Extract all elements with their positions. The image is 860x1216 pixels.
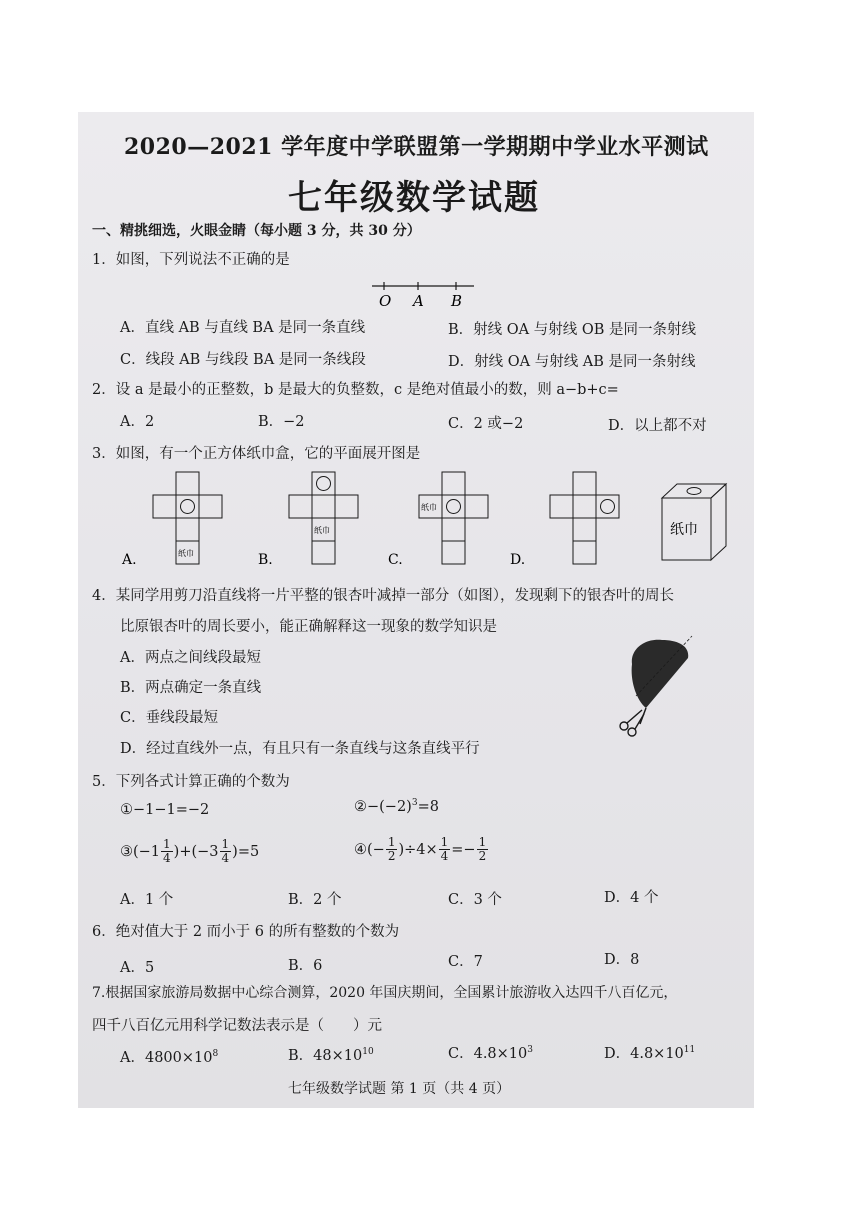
- tissue-box-illustration: [662, 484, 726, 560]
- option-letter-a: A.: [122, 552, 137, 568]
- ginkgo-leaf-illustration: [618, 628, 702, 738]
- q2-stem: 2．设 a 是最小的正整数，b 是最大的负整数，c 是绝对值最小的数，则 a−b+c=: [92, 382, 619, 398]
- q1-ray-figure: [370, 276, 480, 310]
- q5-stem: 5．下列各式计算正确的个数为: [92, 774, 290, 790]
- q1-option-d: D．射线 OA 与射线 AB 是同一条射线: [448, 354, 696, 370]
- q4-option-a: A．两点之间线段最短: [120, 650, 261, 666]
- q2-option-a: A．2: [120, 414, 155, 430]
- q5-option-d: D．4 个: [604, 890, 659, 906]
- exam-header: 2020—2021 学年度中学联盟第一学期期中学业水平测试: [124, 134, 709, 160]
- q4-stem-line2: 比原银杏叶的周长要小，能正确解释这一现象的数学知识是: [120, 619, 497, 635]
- q5-item-2: $②-(-2)^3=8$: [354, 798, 439, 815]
- option-letter-c: C.: [388, 552, 403, 568]
- point-label-b: B: [451, 292, 463, 310]
- q7-stem-line2: 四千八百亿元用科学记数法表示是（ ）元: [92, 1018, 382, 1034]
- q7-option-b: B．$48\times 10^{10}$: [288, 1047, 374, 1064]
- q5-item-4: ④(− $\frac{1}{2}$ )÷4× $\frac{1}{4}$ =− $\frac{1}{2}$: [354, 835, 487, 863]
- q1-option-b: B．射线 OA 与射线 OB 是同一条射线: [448, 322, 696, 338]
- q6-option-a: A．5: [120, 960, 155, 976]
- q4-option-c: C．垂线段最短: [120, 710, 219, 726]
- net-d: [510, 472, 619, 568]
- q2-option-d: D．以上都不对: [608, 418, 707, 434]
- q5-option-b: B．2 个: [288, 892, 342, 908]
- net-a: [121, 472, 222, 568]
- tissue-box-label: 纸巾: [670, 522, 698, 538]
- exam-title: 七年级数学试题: [288, 178, 540, 218]
- q4-stem-line1: 4．某同学用剪刀沿直线将一片平整的银杏叶减掉一部分（如图），发现剩下的银杏叶的周长: [92, 588, 674, 604]
- q1-option-c: C．线段 AB 与线段 BA 是同一条线段: [120, 352, 366, 368]
- q5-item-1: ①−1−1=−2: [120, 802, 210, 818]
- q1-stem: 1．如图，下列说法不正确的是: [92, 252, 290, 268]
- q6-stem: 6．绝对值大于 2 而小于 6 的所有整数的个数为: [92, 924, 400, 940]
- q2-option-b: B．−2: [258, 414, 305, 430]
- exam-page: [78, 112, 754, 1108]
- option-letter-d: D.: [510, 552, 526, 568]
- net-b: [258, 472, 358, 568]
- q4-option-d: D．经过直线外一点，有且只有一条直线与这条直线平行: [120, 741, 480, 757]
- q6-option-b: B．6: [288, 958, 323, 974]
- q6-option-d: D．8: [604, 952, 640, 968]
- q7-option-c: C．$4.8\times 10^3$: [448, 1045, 533, 1062]
- q7-stem-line1: 7.根据国家旅游局数据中心综合测算，2020 年国庆期间，全国累计旅游收入达四千八百亿元，: [92, 985, 678, 1001]
- page-footer: 七年级数学试题 第 1 页（共 4 页）: [288, 1081, 511, 1097]
- q6-option-c: C．7: [448, 954, 483, 970]
- q5-option-a: A．1 个: [120, 892, 174, 908]
- section-heading: 一、精挑细选，火眼金睛（每小题 3 分，共 30 分）: [92, 223, 421, 239]
- net-a-label: 纸巾: [178, 549, 194, 558]
- q2-option-c: C．2 或−2: [448, 416, 524, 432]
- q1-option-a: A．直线 AB 与直线 BA 是同一条直线: [120, 320, 366, 336]
- net-c: [388, 472, 488, 568]
- q3-figures: [114, 468, 754, 572]
- q5-option-c: C．3 个: [448, 892, 502, 908]
- q3-stem: 3．如图，有一个正方体纸巾盒，它的平面展开图是: [92, 446, 421, 462]
- net-b-label: 纸巾: [314, 526, 330, 535]
- option-letter-b: B.: [258, 552, 273, 568]
- q7-option-d: D．$4.8\times 10^{11}$: [604, 1045, 696, 1062]
- net-c-label: 纸巾: [421, 503, 437, 512]
- point-label-o: O: [379, 292, 392, 310]
- point-label-a: A: [413, 292, 424, 310]
- q7-option-a: A．$4800\times 10^8$: [120, 1049, 219, 1066]
- q4-option-b: B．两点确定一条直线: [120, 680, 262, 696]
- q5-item-3: ③(−1 $\frac{1}{4}$ )+(−3 $\frac{1}{4}$ )=5: [120, 837, 260, 865]
